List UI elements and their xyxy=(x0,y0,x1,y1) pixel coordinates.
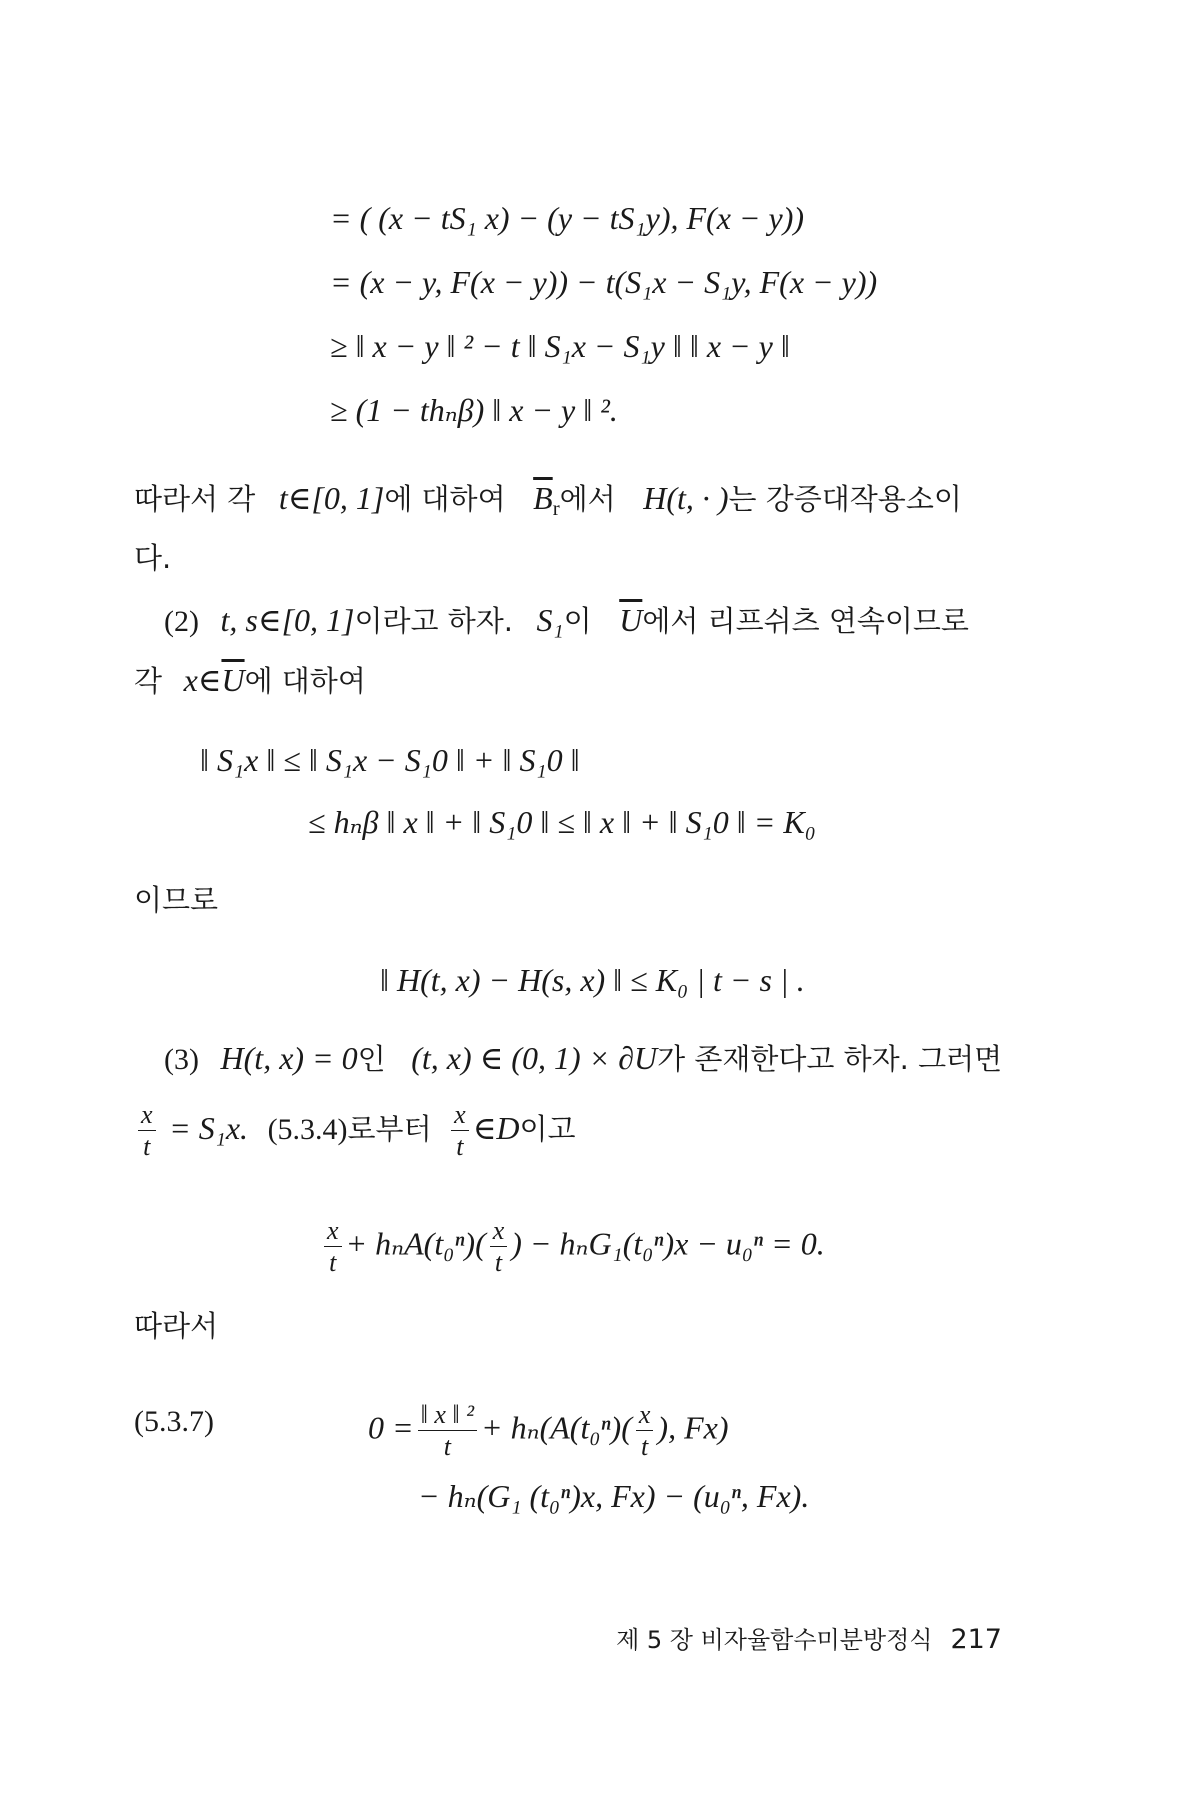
eq-block2-line2: ≤ hₙβ ‖ x ‖ + ‖ S₁0 ‖ ≤ ‖ x ‖ + ‖ S₁0 ‖ = K₀ xyxy=(308,804,816,840)
eq5-label: (5.3.7) xyxy=(134,1405,214,1438)
para4-number: (3) xyxy=(164,1043,199,1076)
para4-math-4: ∈D xyxy=(472,1110,520,1146)
eq5-part-2: ), Fx) xyxy=(657,1409,729,1446)
para4-text-3: 로부터 xyxy=(347,1112,432,1146)
eq5-part-1: + hₙ(A(t₀ⁿ)( xyxy=(481,1409,632,1446)
page-number: 217 xyxy=(950,1624,1002,1655)
eq-block1-line3: ≥ ‖ x − y ‖ ² − t ‖ S₁x − S₁y ‖ ‖ x − y ‖ xyxy=(330,328,790,364)
paragraph-2-line1 xyxy=(164,600,969,642)
para2-text-3: 에서 리프쉬츠 연속이므로 xyxy=(642,604,969,638)
para4-text-4: 이고 xyxy=(519,1112,576,1146)
para1-text-1: 따라서 각 xyxy=(134,482,256,516)
para2-math-2: S₁ xyxy=(536,602,564,638)
para4-math-3: = S₁x. xyxy=(169,1110,249,1146)
para1-text-2: 에 대하여 xyxy=(384,482,506,516)
eq4-part-1: + hₙA(t₀ⁿ)( xyxy=(345,1225,486,1262)
paragraph-4-line1 xyxy=(164,1038,1002,1080)
para1-text-3: 에서 xyxy=(559,482,616,516)
para2-math-u-closure-2: $\overline{U}$ xyxy=(221,662,245,698)
eq5-fraction-norm: $\frac{\text{‖ x ‖ ²}}{t}$ xyxy=(418,1402,477,1460)
eq-block1-line4: ≥ (1 − thₙβ) ‖ x − y ‖ ². xyxy=(330,392,618,428)
paragraph-5: 따라서 xyxy=(134,1309,219,1343)
para1-text-4: 는 강증대작용소이 xyxy=(728,482,962,516)
para1-math-3: H(t, · ) xyxy=(643,480,729,516)
eq-5-line2: − hₙ(G₁ (t₀ⁿ)x, Fx) − (u₀ⁿ, Fx). xyxy=(418,1478,810,1514)
chapter-title: 제 5 장 비자율함수미분방정식 xyxy=(616,1626,933,1654)
para2-math-4: x∈ xyxy=(183,662,222,698)
eq-3: ‖ H(t, x) − H(s, x) ‖ ≤ K₀ | t − s | . xyxy=(380,962,805,998)
eq-block1-line2: = (x − y, F(x − y)) − t(S₁x − S₁y, F(x − y)) xyxy=(330,264,878,300)
para2-math-u-closure: $\overline{U}$ xyxy=(619,602,643,638)
para2-number: (2) xyxy=(164,605,199,638)
para2-text-1: 이라고 하자. xyxy=(354,604,513,638)
para4-fraction-x-over-t-2: $\frac{x}{t}$ xyxy=(451,1102,469,1160)
para4-equation-ref: (5.3.4) xyxy=(267,1113,348,1146)
para2-text-5: 에 대하여 xyxy=(244,664,366,698)
eq4-part-2: ) − hₙG₁(t₀ⁿ)x − u₀ⁿ = 0. xyxy=(511,1225,825,1262)
eq-4 xyxy=(320,1218,825,1276)
paragraph-1-line1 xyxy=(134,478,962,529)
para4-fraction-x-over-t: $\frac{x}{t}$ xyxy=(138,1102,156,1160)
eq4-fraction-1: $\frac{x}{t}$ xyxy=(324,1218,342,1276)
eq-block2-line1: ‖ S₁x ‖ ≤ ‖ S₁x − S₁0 ‖ + ‖ S₁0 ‖ xyxy=(200,742,580,778)
paragraph-2-line2 xyxy=(134,660,366,702)
eq4-fraction-2: $\frac{x}{t}$ xyxy=(490,1218,508,1276)
paragraph-4-line2 xyxy=(134,1102,576,1160)
eq5-lead: 0 = xyxy=(368,1409,414,1446)
para2-text-4: 각 xyxy=(134,664,163,698)
para2-text-2: 이 xyxy=(563,604,592,638)
page-footer xyxy=(616,1620,1002,1655)
para4-math-1: H(t, x) = 0 xyxy=(220,1040,358,1076)
eq5-fraction-x-over-t: $\frac{x}{t}$ xyxy=(636,1402,654,1460)
para2-math-1: t, s∈[0, 1] xyxy=(220,602,355,638)
para4-math-2: (t, x) ∈ (0, 1) × ∂U xyxy=(411,1040,658,1076)
eq-5-line1 xyxy=(368,1402,728,1460)
para1-math-1: t∈[0, 1] xyxy=(278,480,385,516)
para4-text-1: 인 xyxy=(357,1042,386,1076)
paragraph-3: 이므로 xyxy=(134,883,219,917)
para1-math-b-closure: $\overline{B}_r$ xyxy=(533,480,560,521)
paragraph-1-line2: 다. xyxy=(134,541,172,575)
para4-text-2: 가 존재한다고 하자. 그러면 xyxy=(657,1042,1003,1076)
eq-block1-line1: = ( (x − tS₁ x) − (y − tS₁y), F(x − y)) xyxy=(330,200,805,236)
